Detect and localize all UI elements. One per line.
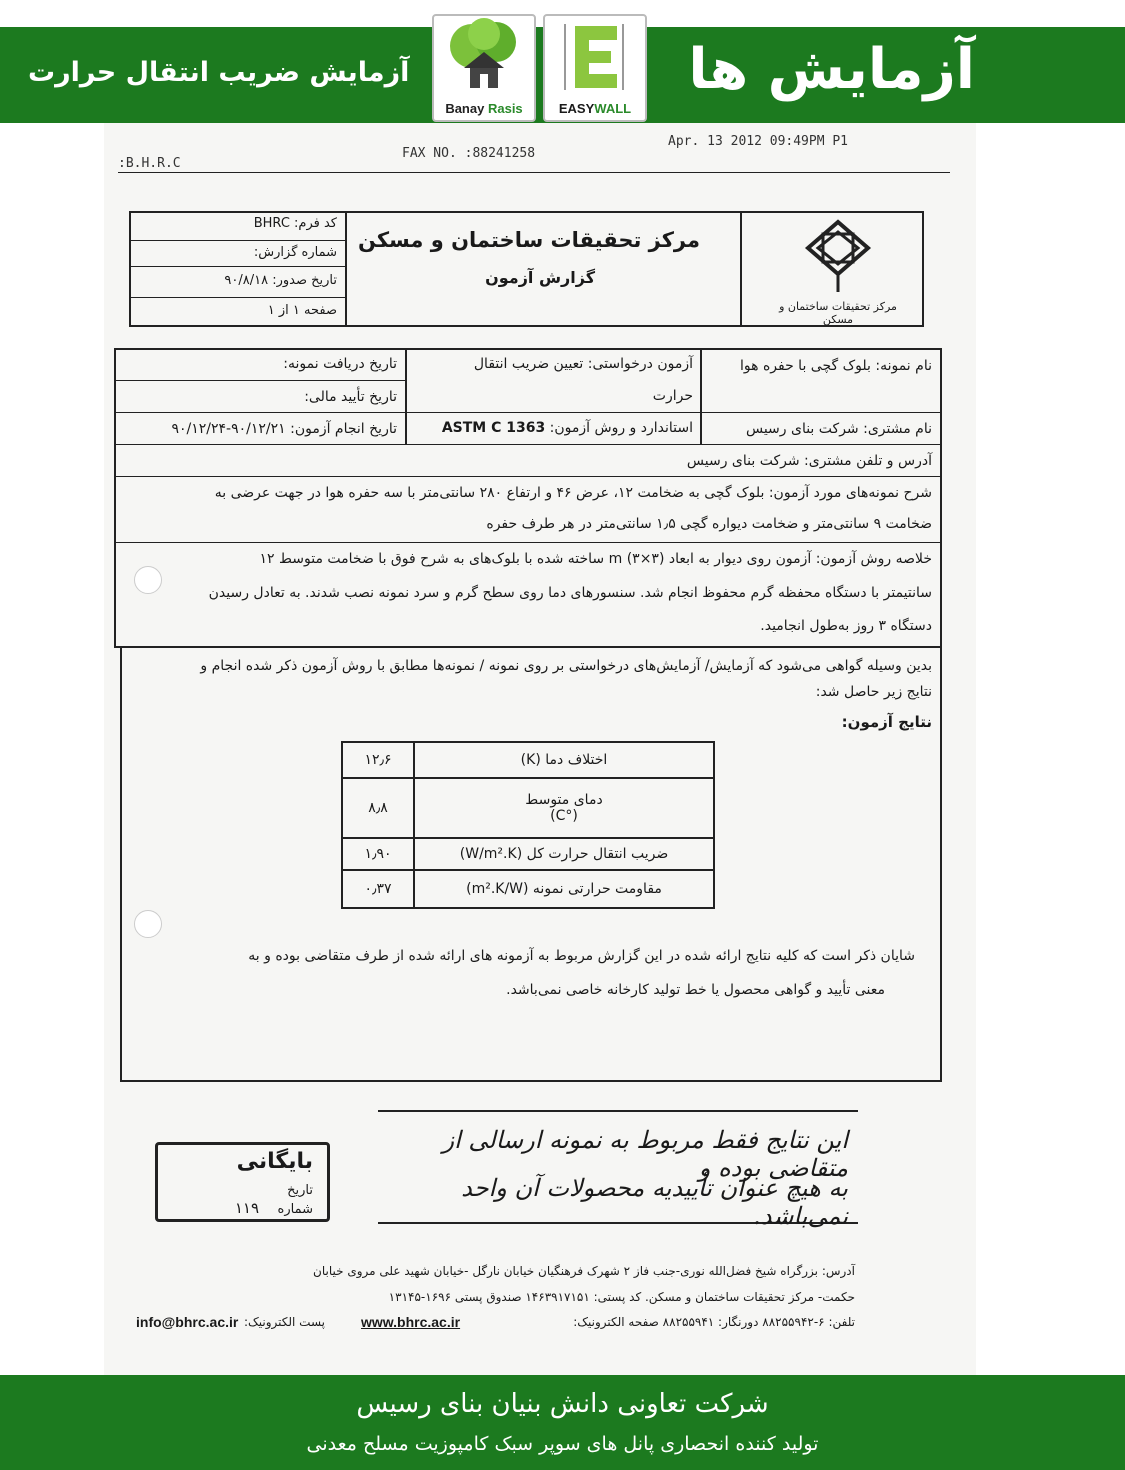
result-label-line: دمای متوسط bbox=[525, 792, 603, 808]
divider bbox=[129, 240, 345, 241]
result-value: ۸٫۸ bbox=[342, 778, 414, 838]
result-value: ۱٫۹۰ bbox=[342, 838, 414, 870]
result-label-unit: (°C) bbox=[550, 808, 578, 824]
logo-caption-b: Rasis bbox=[487, 101, 523, 116]
fax-date: Apr. 13 2012 09:49PM P1 bbox=[668, 134, 849, 149]
divider bbox=[700, 348, 702, 444]
result-label: ضریب انتقال حرارت کل (W/m².K) bbox=[414, 838, 714, 870]
email-link[interactable]: info@bhrc.ac.ir bbox=[136, 1314, 239, 1330]
divider bbox=[120, 648, 122, 1082]
archive-number-label: شماره bbox=[277, 1202, 313, 1217]
archive-title: بایگانی bbox=[236, 1149, 313, 1174]
financial-date: تاریخ تأیید مالی: bbox=[304, 389, 397, 405]
test-date: تاریخ انجام آزمون: ۹۰/۱۲/۲۱-۹۰/۱۲/۲۴ bbox=[171, 421, 397, 437]
archive-number: ۱۱۹ bbox=[234, 1199, 259, 1217]
handwritten-line: این نتایج فقط مربوط به نمونه ارسالی از متقاضی بوده و bbox=[442, 1126, 848, 1182]
easywall-e-icon bbox=[545, 16, 645, 96]
logo-caption bbox=[545, 101, 645, 116]
divider bbox=[129, 266, 345, 267]
fax-divider bbox=[118, 172, 950, 173]
requested-test: آزمون درخواستی: تعیین ضریب انتقال bbox=[473, 356, 693, 372]
table-row bbox=[342, 742, 714, 778]
fax-sender: :B.H.R.C bbox=[118, 156, 181, 171]
client-address: آدرس و تلفن مشتری: شرکت بنای رسیس bbox=[686, 453, 932, 469]
requested-test-cont: حرارت bbox=[652, 388, 693, 404]
page-number: صفحه ۱ از ۱ bbox=[267, 303, 337, 318]
bhrc-emblem-icon bbox=[778, 218, 898, 298]
table-row bbox=[342, 870, 714, 908]
sample-name: نام نمونه: بلوک گچی با حفره هوا bbox=[739, 358, 932, 374]
result-label: مقاومت حرارتی نمونه (m².K/W) bbox=[414, 870, 714, 908]
table-row bbox=[342, 838, 714, 870]
divider bbox=[740, 211, 742, 327]
sample-description: شرح نمونه‌های مورد آزمون: بلوک گچی به ضخامت ۱۲، عرض ۴۶ و ارتفاع ۲۸۰ سانتی‌متر با سه حفره هوا در جهت عرضی به bbox=[214, 485, 932, 501]
handwritten-stamp bbox=[378, 1110, 858, 1230]
method-summary-cont: سانتیمتر با دستگاه محفظه گرم محفوظ انجام شد. سنسورهای دما روی سطح گرم و سرد نمونه نصب شدند. به تعادل رسیدن bbox=[208, 585, 932, 601]
handwritten-line: به هیچ عنوان تأییدیه محصولات آن واحد نمی‌باشد. bbox=[461, 1174, 848, 1230]
company-name: شرکت تعاونی دانش بنیان بنای رسیس bbox=[356, 1389, 769, 1419]
logo-caption-a: Banay bbox=[445, 101, 485, 116]
method-summary: خلاصه روش آزمون: آزمون روی دیوار به ابعاد m (۳×۳) ساخته شده با بلوک‌های به شرح فوق با ضخامت متوسط ۱۲ bbox=[259, 551, 932, 567]
note-divider bbox=[120, 1080, 942, 1082]
logo-caption bbox=[434, 101, 534, 116]
divider bbox=[940, 648, 942, 1082]
divider bbox=[129, 297, 345, 298]
footer-banner bbox=[0, 1375, 1125, 1470]
receive-date: تاریخ دریافت نمونه: bbox=[283, 356, 397, 372]
results-title: نتایج آزمون: bbox=[841, 713, 932, 731]
form-code-value: BHRC bbox=[253, 216, 290, 231]
banay-rasis-logo bbox=[432, 14, 536, 122]
punch-hole bbox=[134, 910, 162, 938]
form-code bbox=[254, 216, 337, 231]
punch-hole bbox=[134, 566, 162, 594]
sample-description-cont: ضخامت ۹ سانتی‌متر و ضخامت دیواره گچی ۱٫۵ سانتی‌متر در هر طرف حفره bbox=[486, 516, 932, 532]
divider bbox=[114, 476, 942, 477]
form-code-label: کد فرم: bbox=[294, 216, 337, 231]
issue-date bbox=[224, 273, 337, 288]
client-name: نام مشتری: شرکت بنای رسیس bbox=[745, 421, 932, 437]
method-summary-end: دستگاه ۳ روز به‌طول انجامید. bbox=[760, 618, 932, 634]
test-standard bbox=[442, 420, 693, 436]
issue-date-value: ۹۰/۸/۱۸ bbox=[224, 273, 269, 288]
archive-date-label: تاریخ bbox=[287, 1183, 313, 1198]
logo-caption-a: EASY bbox=[558, 101, 595, 116]
org-title: مرکز تحقیقات ساختمان و مسکن bbox=[357, 228, 700, 252]
result-label: اختلاف دما (K) bbox=[414, 742, 714, 778]
page-title: آزمایش ها bbox=[688, 37, 975, 102]
table-row bbox=[342, 778, 714, 838]
website-link[interactable]: www.bhrc.ac.ir bbox=[361, 1314, 461, 1330]
report-number: شماره گزارش: bbox=[253, 245, 337, 260]
divider bbox=[114, 412, 942, 413]
results-table bbox=[341, 741, 715, 909]
bhrc-logo-text: مرکز تحقیقات ساختمان و مسکن bbox=[779, 300, 897, 326]
address-line: حکمت- مرکز تحقیقات ساختمان و مسکن. کد پستی: ۱۴۶۳۹۱۷۱۵۱ صندوق پستی ۱۶۹۶-۱۳۱۴۵ bbox=[388, 1290, 855, 1304]
disclaimer-note: شایان ذکر است که کلیه نتایج ارائه شده در این گزارش مربوط به آزمونه های ارائه شده از طرف متقاضی بوده و به bbox=[248, 948, 915, 964]
result-label bbox=[414, 778, 714, 838]
divider bbox=[345, 211, 347, 327]
disclaimer-note-cont: معنی تأیید و گواهی محصول یا خط تولید کارخانه خاصی نمی‌باشد. bbox=[506, 982, 885, 998]
bhrc-logo bbox=[778, 218, 898, 326]
issue-date-label: تاریخ صدور: bbox=[272, 273, 337, 288]
logo-caption-b: WALL bbox=[594, 101, 632, 116]
easywall-logo bbox=[543, 14, 647, 122]
result-value: ۱۲٫۶ bbox=[342, 742, 414, 778]
email-label: پست الکترونیک: bbox=[243, 1315, 325, 1329]
standard-label: استاندارد و روش آزمون: bbox=[549, 420, 693, 436]
result-value: ۰٫۳۷ bbox=[342, 870, 414, 908]
certification-text-cont: نتایج زیر حاصل شد: bbox=[815, 684, 932, 700]
page-subtitle: آزمایش ضریب انتقال حرارت bbox=[28, 57, 410, 88]
divider bbox=[114, 444, 942, 445]
fax-number: FAX NO. :88241258 bbox=[402, 146, 536, 161]
doc-title: گزارش آزمون bbox=[485, 268, 595, 287]
divider bbox=[114, 542, 942, 543]
company-tagline: تولید کننده انحصاری پانل های سوپر سبک کامپوزیت مسلح معدنی bbox=[306, 1433, 819, 1455]
divider bbox=[405, 348, 407, 444]
archive-stamp bbox=[155, 1142, 330, 1222]
certification-text: بدین وسیله گواهی می‌شود که آزمایش/ آزمایش‌های درخواستی بر روی نمونه / نمونه‌ها مطابق با روش آزمون ذکر شده انجام و bbox=[200, 658, 932, 674]
divider bbox=[114, 380, 405, 381]
standard-code: ASTM C 1363 bbox=[441, 420, 546, 436]
address-line: آدرس: بزرگراه شیخ فضل‌الله نوری-جنب فاز ۲ شهرک فرهنگیان خیابان نارگل -خیابان شهید علی مروی خیابان bbox=[313, 1264, 855, 1278]
tree-house-icon bbox=[434, 16, 534, 96]
contact-line: تلفن: ۶-۸۸۲۵۵۹۴۲ دورنگار: ۸۸۲۵۵۹۴۱ صفحه الکترونیک: bbox=[573, 1315, 855, 1329]
